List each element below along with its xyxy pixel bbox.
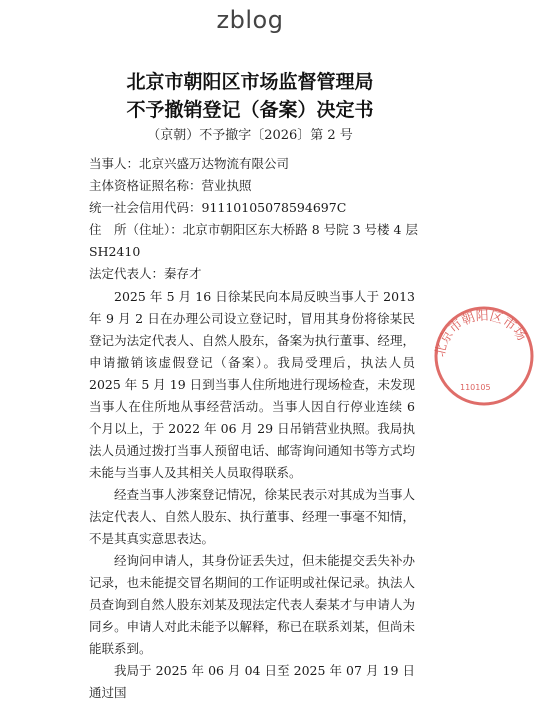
paragraph-inquiry: 经询问申请人，其身份证丢失过，但未能提交丢失补办记录，也未能提交冒名期间的工作证明或社保记录。执法人员查询到自然人股东刘某及现法定代表人秦某才与申请人为同乡。申请人对此未能予以解释，称已在联系刘某，但尚未能联系到。 bbox=[89, 553, 415, 656]
field-address-continued: SH2410 bbox=[89, 244, 141, 259]
seal-number: 110105 bbox=[460, 383, 491, 392]
seal-text: 北京市朝阳区市场 bbox=[432, 308, 529, 359]
field-legal-representative: 法定代表人：秦存才 bbox=[89, 266, 202, 281]
document-number: （京朝）不予撤字〔2026〕第 2 号 bbox=[147, 128, 353, 143]
field-credit-code: 统一社会信用代码：91110105078594697C bbox=[89, 200, 347, 215]
watermark-text: zblog bbox=[216, 6, 284, 34]
paragraph-notice: 我局于 2025 年 06 月 04 日至 2025 年 07 月 19 日通过国 bbox=[89, 663, 415, 700]
official-seal-icon bbox=[426, 298, 536, 408]
document-subtitle: 不予撤销登记（备案）决定书 bbox=[126, 99, 374, 121]
body-text bbox=[89, 286, 415, 704]
paragraph-investigation: 经查当事人涉案登记情况，徐某民表示对其成为当事人法定代表人、自然人股东、执行董事、经理一事毫不知情，不是其真实意思表达。 bbox=[89, 487, 415, 546]
field-license-name: 主体资格证照名称：营业执照 bbox=[89, 178, 252, 193]
field-party: 当事人：北京兴盛万达物流有限公司 bbox=[89, 156, 290, 171]
document-title: 北京市朝阳区市场监督管理局 bbox=[126, 71, 374, 93]
field-address: 住 所（住址）：北京市朝阳区东大桥路 8 号院 3 号楼 4 层 bbox=[89, 222, 418, 237]
paragraph-complaint: 2025 年 5 月 16 日徐某民向本局反映当事人于 2013 年 9 月 2 日在办理公司设立登记时，冒用其身份将徐某民登记为法定代表人、自然人股东，备案为执行董事、经理，申请撤销该虚假登记（备案）。我局受理后，执法人员 2025 年 5 月 19 日到当事人住所地进行现场检查，未发现当事人在住所地从事经营活动。当事人因自行停业连续 6 个月以上，于 2022 年 06 月 29 日吊销营业执照。我局执法人员通过拨打当事人预留电话、邮寄询问通知书等方式均未能与当事人及其相关人员取得联系。 bbox=[89, 289, 415, 480]
svg-text:北京市朝阳区市场 bbox=[433, 309, 530, 359]
